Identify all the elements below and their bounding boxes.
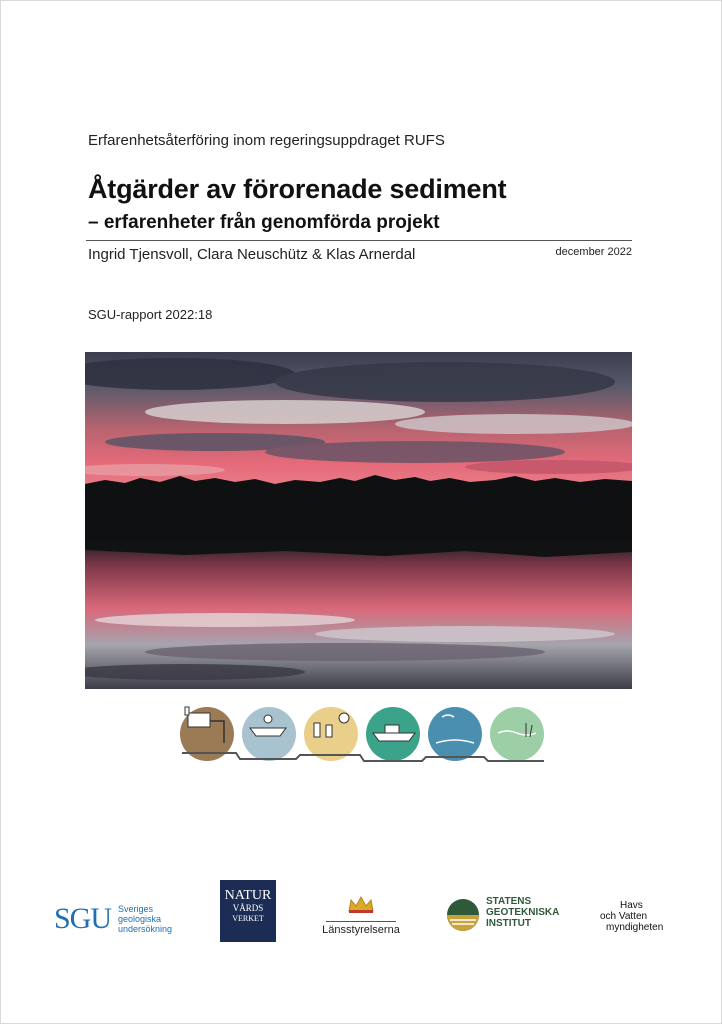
havochvatten-logo bbox=[600, 900, 682, 933]
lansstyrelserna-logo bbox=[318, 894, 404, 936]
sgi-line-3: INSTITUT bbox=[486, 918, 531, 929]
hav-line-1: Havs bbox=[620, 900, 643, 911]
hav-line-3: myndigheten bbox=[606, 922, 664, 933]
lansstyrelserna-name: Länsstyrelserna bbox=[322, 924, 400, 936]
industry-sun-icon bbox=[304, 707, 358, 761]
sgu-line-1: Sveriges bbox=[118, 904, 154, 914]
nv-line-2: VÅRDS bbox=[232, 903, 264, 913]
sgi-emblem-icon bbox=[446, 898, 480, 932]
series-title: Erfarenhetsåterföring inom regeringsuppdraget RUFS bbox=[88, 132, 445, 149]
sgi-line-1: STATENS bbox=[486, 896, 532, 907]
nv-line-3: VERKET bbox=[232, 914, 264, 923]
seafloor-icon bbox=[428, 707, 482, 761]
sgu-line-2: geologiska bbox=[118, 914, 162, 924]
wetland-icon bbox=[490, 707, 544, 761]
publication-date: december 2022 bbox=[555, 246, 632, 258]
sgi-line-2: GEOTEKNISKA bbox=[486, 907, 560, 918]
hav-line-2: och Vatten bbox=[600, 911, 648, 922]
authors: Ingrid Tjensvoll, Clara Neuschütz & Klas Arnerdal bbox=[88, 246, 416, 263]
report-number: SGU-rapport 2022:18 bbox=[88, 307, 213, 322]
ship-icon bbox=[366, 707, 420, 761]
cover-photo bbox=[85, 352, 632, 689]
naturvardsverket-logo bbox=[220, 880, 276, 942]
document-subtitle: – erfarenheter från genomförda projekt bbox=[88, 212, 440, 233]
sgu-mark: SGU bbox=[54, 902, 112, 935]
document-title: Åtgärder av förorenade sediment bbox=[88, 174, 507, 204]
nv-line-1: NATUR bbox=[224, 888, 272, 903]
crown-icon bbox=[346, 894, 376, 914]
title-divider bbox=[86, 240, 632, 241]
boat-icon bbox=[242, 707, 296, 761]
sgu-line-3: undersökning bbox=[118, 924, 173, 934]
process-icons bbox=[176, 703, 548, 765]
partner-logos bbox=[0, 870, 722, 950]
